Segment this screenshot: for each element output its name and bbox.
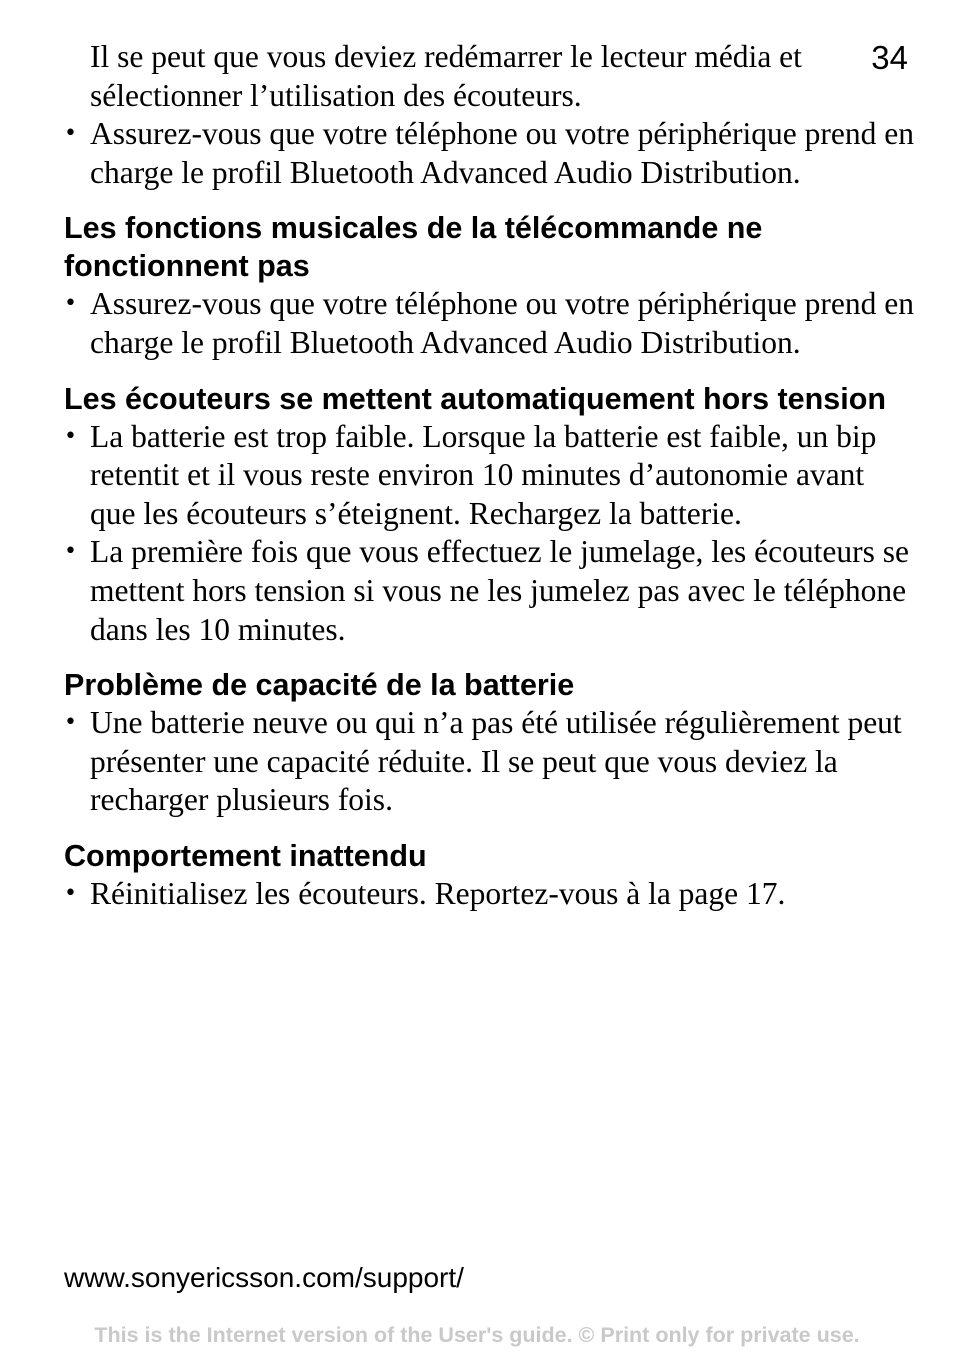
- bullet-icon: •: [64, 291, 77, 317]
- list-item: [64, 875, 914, 914]
- list-item-text: Réinitialisez les écouteurs. Reportez-vous à la page 17.: [90, 875, 786, 911]
- bullet-list: [64, 704, 914, 820]
- print-disclaimer: This is the Internet version of the User's guide. © Print only for private use.: [94, 1323, 860, 1347]
- support-website-url: www.sonyericsson.com/support/: [64, 1262, 464, 1293]
- section-battery-capacity: [64, 666, 914, 820]
- list-item: [64, 418, 914, 534]
- document-body: [64, 38, 914, 914]
- bullet-list: [64, 875, 914, 914]
- section-heading: Comportement inattendu: [64, 838, 427, 873]
- bullet-list: [64, 285, 914, 362]
- list-item-text: Une batterie neuve ou qui n’a pas été utilisée régulièrement peut présenter une capacité réduite. Il se peut que vous deviez la recharger plusieurs fois.: [90, 705, 902, 818]
- list-item: [64, 115, 914, 192]
- section-unexpected-behaviour: [64, 837, 914, 914]
- section-remote-music-functions: [64, 209, 914, 362]
- bullet-icon: •: [64, 423, 77, 449]
- intro-bullet-list: [64, 115, 914, 192]
- list-item: [64, 704, 914, 820]
- list-item-text: Assurez-vous que votre téléphone ou votre périphérique prend en charge le profil Bluetooth Advanced Audio Distribution.: [90, 116, 914, 190]
- list-item: [64, 285, 914, 362]
- section-auto-power-off: [64, 380, 914, 650]
- bullet-icon: •: [64, 121, 77, 147]
- section-heading: Les fonctions musicales de la télécommande ne fonctionnent pas: [64, 211, 763, 284]
- list-item-text: Assurez-vous que votre téléphone ou votre périphérique prend en charge le profil Bluetooth Advanced Audio Distribution.: [90, 286, 914, 360]
- bullet-list: [64, 418, 914, 650]
- section-heading: Problème de capacité de la batterie: [64, 668, 575, 703]
- bullet-icon: •: [64, 539, 77, 565]
- list-item-text: La première fois que vous effectuez le jumelage, les écouteurs se mettent hors tension si vous ne les jumelez pas avec le téléphone dans les 10 minutes.: [90, 534, 909, 647]
- bullet-icon: •: [64, 710, 77, 736]
- list-item-text: La batterie est trop faible. Lorsque la batterie est faible, un bip retentit et il vous reste environ 10 minutes d’autonomie avant que les écouteurs s’éteignent. Rechargez la batterie.: [90, 418, 877, 531]
- page-number: 34: [871, 39, 908, 76]
- intro-continuation-paragraph: Il se peut que vous deviez redémarrer le lecteur média et sélectionner l’utilisation des écouteurs.: [90, 39, 802, 113]
- bullet-icon: •: [64, 880, 77, 906]
- list-item: [64, 533, 914, 649]
- section-heading: Les écouteurs se mettent automatiquement hors tension: [64, 381, 886, 416]
